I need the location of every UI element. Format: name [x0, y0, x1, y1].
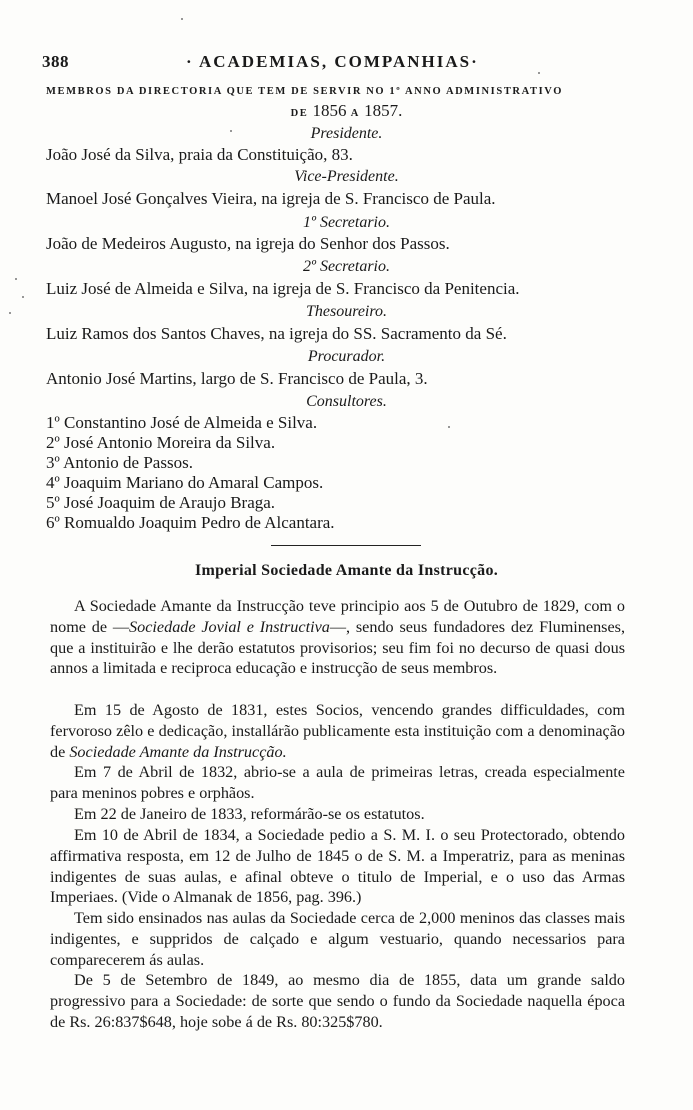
members-heading-to-year: 1857.	[364, 101, 403, 120]
paragraph: De 5 de Setembro de 1849, ao mesmo dia de 1855, data um grande saldo progressivo para a Sociedade: de sorte que sendo o fundo da Sociedade naquella época de Rs. 26:837$648, hoje sobe á de Rs. 80:325$780.	[50, 971, 625, 1031]
scan-speck	[448, 426, 450, 428]
paragraph-emphasis: Sociedade Amante da Instrucção.	[69, 742, 287, 761]
paragraph-text: —, sendo seus fundadores dez Fluminenses, que a instituirão e lhe derão estatutos provisorios; seu fim foi no decurso de quasi dous annos a limitada e reciproca educação e instrucção de seus membros.	[50, 617, 625, 678]
paragraph: Em 22 de Janeiro de 1833, reformárão-se os estatutos.	[74, 805, 425, 823]
page-number: 388	[42, 52, 69, 71]
paragraph	[50, 700, 625, 762]
role-heading: 1º Secretario.	[302, 214, 390, 231]
role-heading: Vice-Presidente.	[294, 168, 399, 185]
consultores-heading: Consultores.	[306, 393, 387, 410]
member-entry: Manoel José Gonçalves Vieira, na igreja de S. Francisco de Paula.	[46, 189, 496, 208]
members-heading: MEMBROS DA DIRECTORIA QUE TEM DE SERVIR NO 1º ANNO ADMINISTRATIVO	[46, 86, 564, 97]
member-entry: João de Medeiros Augusto, na igreja do Senhor dos Passos.	[46, 234, 450, 253]
member-entry: Antonio José Martins, largo de S. Francisco de Paula, 3.	[46, 369, 428, 388]
members-heading-years	[0, 101, 693, 121]
role-heading: 2º Secretario.	[302, 258, 390, 275]
section-divider	[271, 545, 421, 546]
scan-speck	[15, 278, 17, 280]
paragraph-emphasis: Sociedade Jovial e Instructiva	[129, 617, 330, 636]
running-head: · ACADEMIAS, COMPANHIAS·	[186, 52, 479, 71]
scan-speck	[538, 72, 540, 74]
scan-speck	[22, 296, 24, 298]
paragraph	[50, 596, 625, 679]
members-heading-from-year: 1856	[312, 101, 347, 120]
scan-speck	[230, 130, 232, 132]
consultor-entry: 5º José Joaquim de Araujo Braga.	[46, 493, 276, 512]
consultor-entry: 6º Romualdo Joaquim Pedro de Alcantara.	[46, 513, 335, 532]
role-heading: Thesoureiro.	[305, 303, 388, 320]
scan-speck	[181, 18, 183, 20]
consultor-entry: 4º Joaquim Mariano do Amaral Campos.	[46, 473, 324, 492]
members-heading-prefix: DE	[290, 108, 309, 119]
paragraph-text: A Sociedade Amante da Instrucção teve principio aos 5 de Outubro de 1829, com o nome de —	[50, 597, 625, 636]
consultor-entry: 3º Antonio de Passos.	[46, 453, 193, 472]
member-entry: Luiz José de Almeida e Silva, na igreja de S. Francisco da Penitencia.	[46, 279, 520, 298]
consultor-entry: 2º José Antonio Moreira da Silva.	[46, 433, 276, 452]
page-header	[0, 52, 693, 78]
paragraph: Em 7 de Abril de 1832, abrio-se a aula de primeiras letras, creada especialmente para meninos pobres e orphãos.	[50, 763, 625, 802]
paragraph: Em 10 de Abril de 1834, a Sociedade pedio a S. M. I. o seu Protectorado, obtendo affirmativa resposta, em 12 de Julho de 1845 o de S. M. a Imperatriz, para as meninas indigentes de suas aulas, e afinal obteve o titulo de Imperial, e o uso das Armas Imperiaes. (Vide o Almanak de 1856, pag. 396.)	[50, 826, 625, 907]
member-entry: Luiz Ramos dos Santos Chaves, na igreja do SS. Sacramento da Sé.	[46, 324, 507, 343]
role-heading: Procurador.	[307, 348, 386, 365]
member-entry: João José da Silva, praia da Constituição, 83.	[46, 145, 353, 164]
paragraph-text: Em 15 de Agosto de 1831, estes Socios, vencendo grandes difficuldades, com fervoroso zêlo e dedicação, installárão publicamente esta instituição com a denominação de	[50, 701, 625, 761]
paragraph: Tem sido ensinados nas aulas da Sociedade cerca de 2,000 meninos das classes mais indigentes, e suppridos de calçado e algum vestuario, quando necessarios para comparecerem ás aulas.	[50, 909, 625, 969]
members-heading-mid: A	[350, 108, 360, 119]
consultor-entry: 1º Constantino José de Almeida e Silva.	[46, 413, 318, 432]
section-title: Imperial Sociedade Amante da Instrucção.	[194, 562, 499, 579]
scan-speck	[9, 312, 11, 314]
role-heading: Presidente.	[310, 125, 383, 142]
